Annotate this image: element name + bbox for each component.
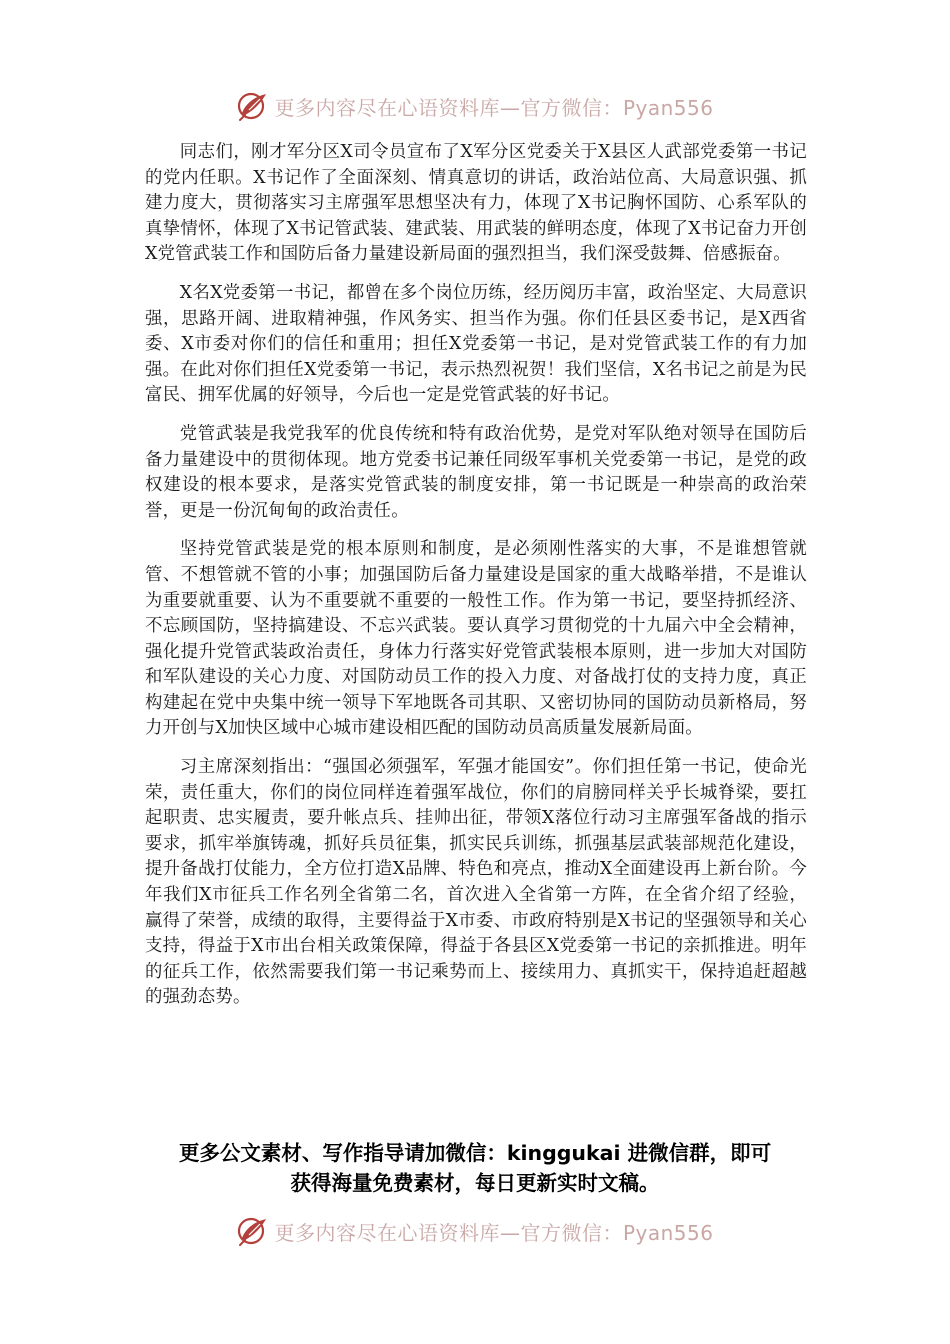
watermark-text: 更多内容尽在心语资料库—官方微信：Pyan556 [274, 95, 714, 120]
watermark-text: 更多内容尽在心语资料库—官方微信：Pyan556 [274, 1220, 714, 1245]
footer-watermark [0, 1209, 950, 1253]
body-paragraph-5: 习主席深刻指出：“强国必须强军，军强才能国安”。你们担任第一书记，使命光荣，责任重大，你们的岗位同样连着强军战位，你们的肩膀同样关乎长城脊梁，要扛起职责、忠实履责，要升帐点兵、挂帅出征，带领X落位行动习主席强军备战的指示要求，抓牢举旗铸魂，抓好兵员征集，抓实民兵训练，抓强基层武装部规范化建设，提升备战打仗能力，全方位打造X品牌、特色和亮点，推动X全面建设再上新台阶。今年我们X市征兵工作名列全省第二名，首次进入全省第一方阵，在全省介绍了经验，赢得了荣誉，成绩的取得，主要得益于X市委、市政府特别是X书记的坚强领导和关心支持，得益于X市出台相关政策保障，得益于各县区X党委第一书记的亲抓推进。明年的征兵工作，依然需要我们第一书记乘势而上、接续用力、真抓实干，保持追赶超越的强劲态势。 [145, 757, 807, 1008]
body-paragraph-2: X名X党委第一书记，都曾在多个岗位历练，经历阅历丰富，政治坚定、大局意识强，思路开阔、进取精神强，作风务实、担当作为强。你们任县区委书记，是X西省委、X市委对你们的信任和重用；担任X党委第一书记，是对党管武装工作的有力加强。在此对你们担任X党委第一书记，表示热烈祝贺！我们坚信，X名书记之前是为民富民、拥军优属的好领导，今后也一定是党管武装的好书记。 [145, 282, 807, 406]
body-paragraph-3: 党管武装是我党我军的优良传统和特有政治优势，是党对军队绝对领导在国防后备力量建设中的贯彻体现。地方党委书记兼任同级军事机关党委第一书记，是党的政权建设的根本要求，是落实党管武装的制度安排，第一书记既是一种崇高的政治荣誉，更是一份沉甸甸的政治责任。 [145, 423, 807, 521]
document-body [145, 140, 807, 1024]
promo-notice [130, 1138, 820, 1198]
pen-nib-logo-icon [236, 1214, 270, 1248]
header-watermark [0, 84, 950, 128]
body-paragraph-1: 同志们，刚才军分区X司令员宣布了X军分区党委关于X县区人武部党委第一书记的党内任职。X书记作了全面深刻、情真意切的讲话，政治站位高、大局意识强、抓建力度大，贯彻落实习主席强军思想坚决有力，体现了X书记胸怀国防、心系军队的真挚情怀，体现了X书记管武装、建武装、用武装的鲜明态度，体现了X书记奋力开创X党管武装工作和国防后备力量建设新局面的强烈担当，我们深受鼓舞、倍感振奋。 [145, 142, 807, 265]
promo-line-2: 获得海量免费素材，每日更新实时文稿。 [290, 1171, 660, 1195]
promo-line-1: 更多公文素材、写作指导请加微信：kinggukai 进微信群，即可 [178, 1141, 772, 1165]
pen-nib-logo-icon [236, 89, 270, 123]
body-paragraph-4: 坚持党管武装是党的根本原则和制度，是必须刚性落实的大事，不是谁想管就管、不想管就不管的小事；加强国防后备力量建设是国家的重大战略举措，不是谁认为重要就重要、认为不重要就不重要的一般性工作。作为第一书记，要坚持抓经济、不忘顾国防，坚持搞建设、不忘兴武装。要认真学习贯彻党的十九届六中全会精神，强化提升党管武装政治责任，身体力行落实好党管武装根本原则，进一步加大对国防和军队建设的关心力度、对国防动员工作的投入力度、对备战打仗的支持力度，真正构建起在党中央集中统一领导下军地既各司其职、又密切协同的国防动员新格局，努力开创与X加快区域中心城市建设相匹配的国防动员高质量发展新局面。 [145, 539, 807, 739]
